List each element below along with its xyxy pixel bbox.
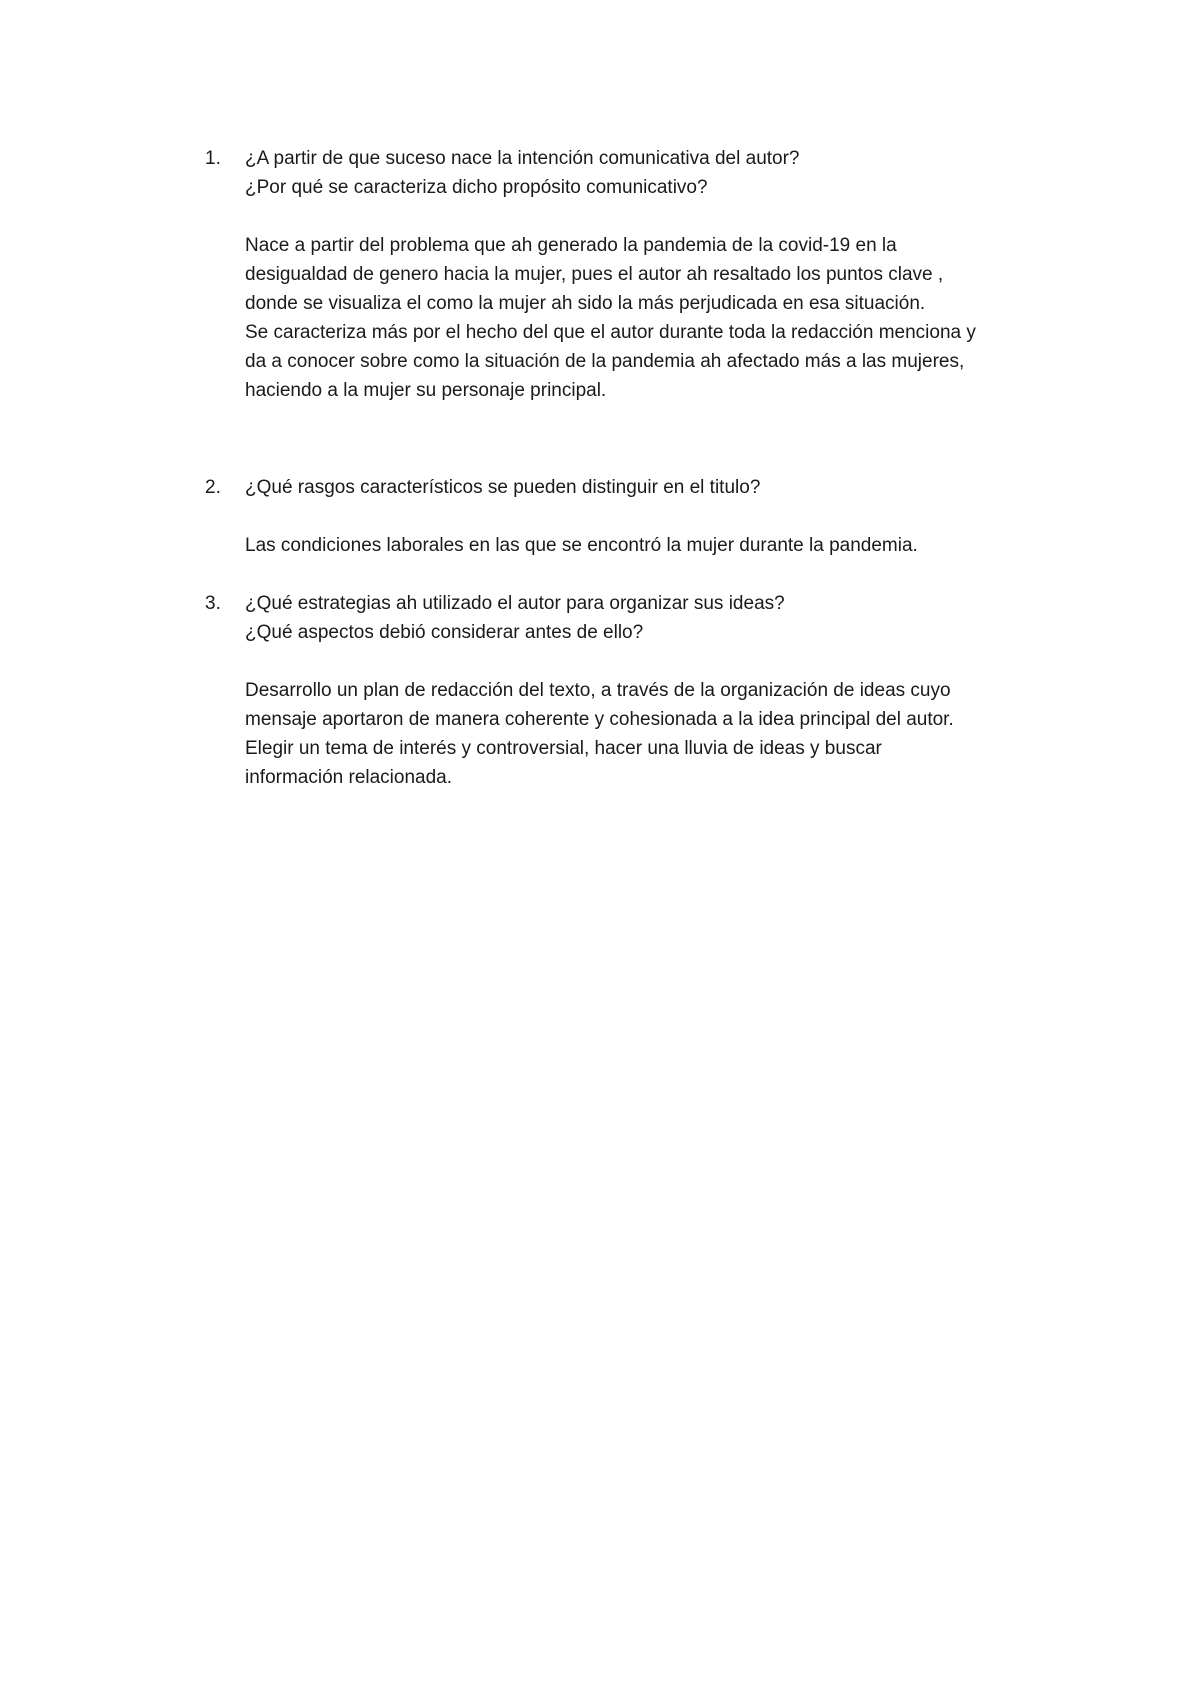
answer-line: Las condiciones laborales en las que se encontró la mujer durante la pandemia. (245, 535, 918, 556)
answer-line: da a conocer sobre como la situación de la pandemia ah afectado más a las mujeres, (245, 351, 965, 372)
question-prompt-line: ¿Qué rasgos característicos se pueden distinguir en el titulo? (245, 477, 761, 498)
answer-line: desigualdad de genero hacia la mujer, pues el autor ah resaltado los puntos clave , (245, 264, 944, 285)
question-prompt-line: ¿Por qué se caracteriza dicho propósito comunicativo? (245, 177, 708, 198)
question-number: 3. (205, 593, 221, 614)
answer-line: Se caracteriza más por el hecho del que el autor durante toda la redacción menciona y (245, 322, 976, 343)
question-body (245, 473, 1065, 560)
answer-line: Nace a partir del problema que ah generado la pandemia de la covid-19 en la (245, 235, 897, 256)
question-2 (205, 473, 1065, 560)
answer-line: mensaje aportaron de manera coherente y cohesionada a la idea principal del autor. (245, 709, 954, 730)
paragraph-gap (245, 502, 1065, 531)
question-prompt-line: ¿A partir de que suceso nace la intención comunicativa del autor? (245, 148, 800, 169)
question-body (245, 589, 1065, 792)
question-number: 2. (205, 477, 221, 498)
answer-line: haciendo a la mujer su personaje principal. (245, 380, 607, 401)
paragraph-gap (245, 647, 1065, 676)
question-prompt-line: ¿Qué estrategias ah utilizado el autor para organizar sus ideas? (245, 593, 785, 614)
question-prompt-line: ¿Qué aspectos debió considerar antes de ello? (245, 622, 644, 643)
question-number: 1. (205, 148, 221, 169)
answer-line: Desarrollo un plan de redacción del texto, a través de la organización de ideas cuyo (245, 680, 951, 701)
question-1 (205, 144, 1065, 405)
answer-line: Elegir un tema de interés y controversial, hacer una lluvia de ideas y buscar (245, 738, 882, 759)
question-3 (205, 589, 1065, 792)
answer-line: donde se visualiza el como la mujer ah sido la más perjudicada en esa situación. (245, 293, 926, 314)
answer-line: información relacionada. (245, 767, 453, 788)
question-body (245, 144, 1065, 405)
paragraph-gap (245, 202, 1065, 231)
